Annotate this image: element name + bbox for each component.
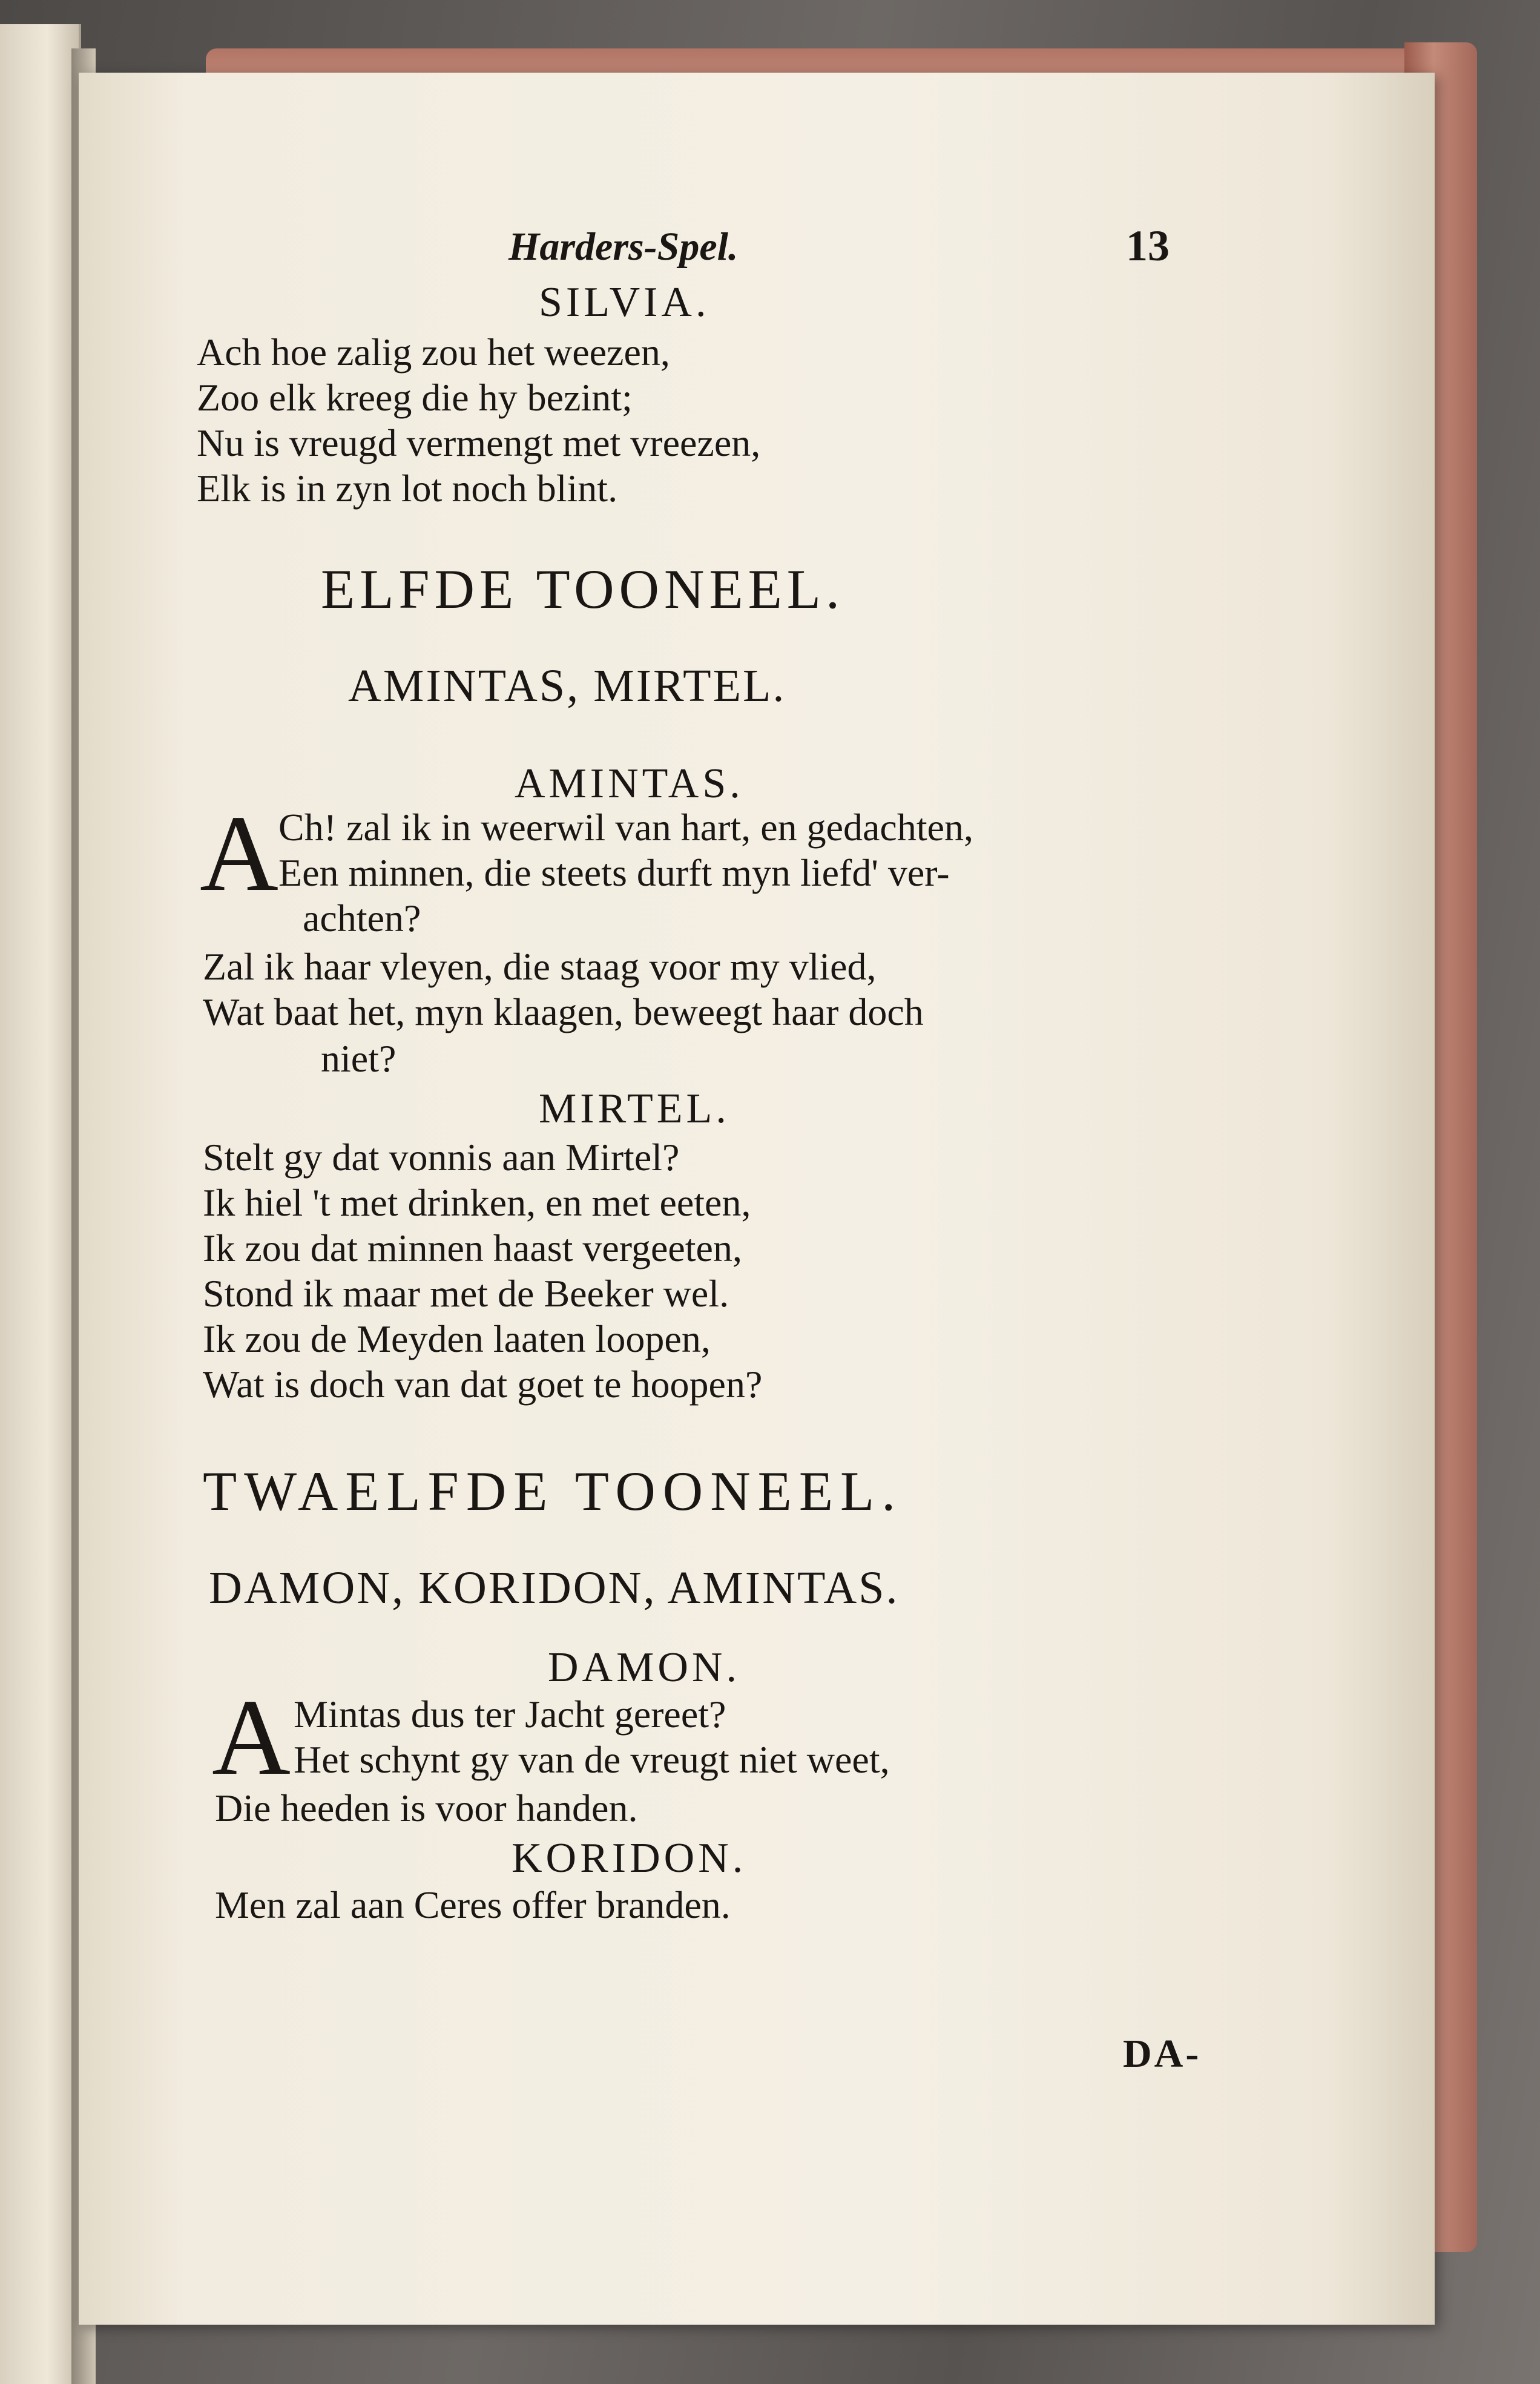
verse-line: Zoo elk kreeg die hy bezint; xyxy=(197,376,633,419)
verse-line: Wat baat het, myn klaagen, beweegt haar doch xyxy=(203,990,924,1033)
drop-cap: A xyxy=(212,1677,291,1797)
scene-heading-elfde: ELFDE TOONEEL. xyxy=(321,558,844,620)
verse-line: Ik zou dat minnen haast vergeeten, xyxy=(203,1227,742,1269)
verse-line: Ik zou de Meyden laaten loopen, xyxy=(203,1317,711,1360)
verse-line: Een minnen, die steets durft myn liefd' ver- xyxy=(278,851,950,894)
page-text xyxy=(79,73,1435,2325)
book-page xyxy=(79,73,1435,2325)
catchword: DA- xyxy=(1123,2032,1202,2076)
drop-cap: A xyxy=(200,793,278,914)
verse-line: Men zal aan Ceres offer branden. xyxy=(215,1883,731,1926)
speaker-amintas: AMINTAS. xyxy=(515,760,744,807)
verse-line: Ch! zal ik in weerwil van hart, en gedachten, xyxy=(278,806,973,849)
scene-cast-twaelfde: DAMON, KORIDON, AMINTAS. xyxy=(209,1562,900,1613)
verse-line: Stond ik maar met de Beeker wel. xyxy=(203,1272,729,1315)
verse-line: Die heeden is voor handen. xyxy=(215,1786,638,1829)
verse-line: Stelt gy dat vonnis aan Mirtel? xyxy=(203,1136,680,1179)
speaker-silvia: SILVIA. xyxy=(539,279,710,326)
speaker-mirtel: MIRTEL. xyxy=(539,1085,730,1132)
verse-line: Ik hiel 't met drinken, en met eeten, xyxy=(203,1181,751,1224)
verse-line: achten? xyxy=(303,897,421,940)
running-head: Harders-Spel. xyxy=(508,225,739,269)
page-number: 13 xyxy=(1126,222,1170,270)
verse-line: Het schynt gy van de vreugt niet weet, xyxy=(294,1738,890,1781)
scene-heading-twaelfde: TWAELFDE TOONEEL. xyxy=(203,1460,903,1522)
verse-line: Zal ik haar vleyen, die staag voor my vlied, xyxy=(203,945,877,988)
verse-line: Wat is doch van dat goet te hoopen? xyxy=(203,1363,763,1406)
verse-line: niet? xyxy=(321,1037,397,1080)
verse-line: Nu is vreugd vermengt met vreezen, xyxy=(197,421,761,464)
speaker-koridon: KORIDON. xyxy=(512,1835,747,1882)
speaker-damon: DAMON. xyxy=(548,1644,740,1691)
scene-cast-elfde: AMINTAS, MIRTEL. xyxy=(348,660,786,711)
verse-line: Elk is in zyn lot noch blint. xyxy=(197,467,618,510)
previous-page-edge xyxy=(0,24,81,2384)
verse-line: Ach hoe zalig zou het weezen, xyxy=(197,331,670,374)
verse-line: Mintas dus ter Jacht gereet? xyxy=(294,1693,726,1736)
